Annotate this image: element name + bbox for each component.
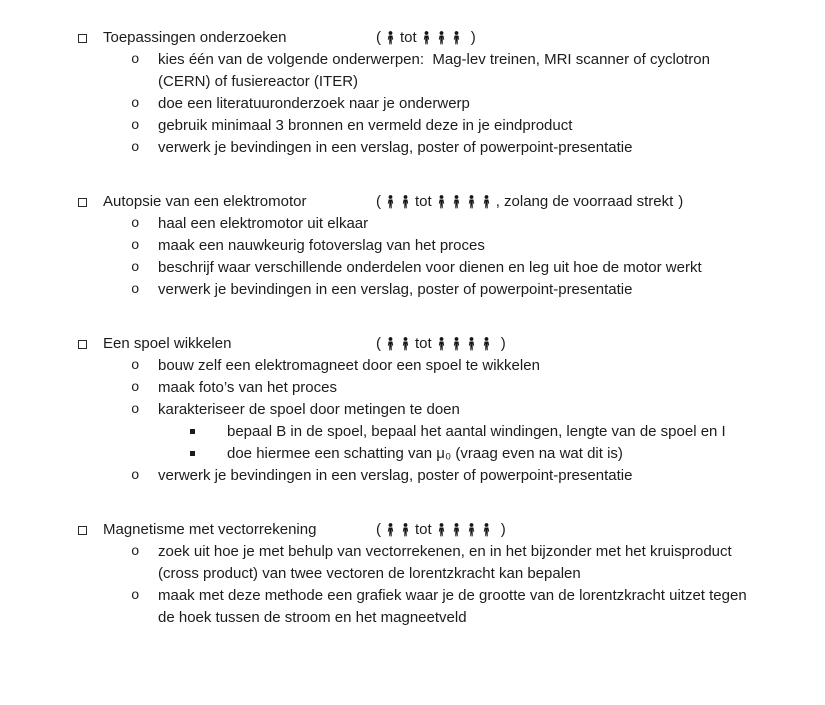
person-icon: [386, 195, 395, 209]
list-subitem: [0, 443, 825, 465]
person-icon: [452, 523, 461, 537]
circle-bullet-icon: o: [131, 140, 140, 156]
paren-close: ): [500, 335, 506, 352]
list-item: [0, 541, 825, 585]
assignment-title: Autopsie van een elektromotor: [103, 193, 307, 210]
group-size-range: [376, 191, 683, 213]
person-icon: [437, 337, 446, 351]
capacity-note: , zolang de voorraad strekt: [495, 193, 674, 210]
list-item: [0, 279, 825, 301]
range-separator: tot: [415, 335, 432, 352]
paren-close: ): [470, 29, 476, 46]
list-item: [0, 377, 825, 399]
checkbox-bullet-icon: [78, 34, 87, 43]
paren-open: (: [376, 335, 381, 352]
assignment-heading: [0, 27, 825, 49]
person-icon: [401, 337, 410, 351]
assignment-block-spoel: [0, 333, 825, 487]
assignment-block-vectorrekening: [0, 519, 825, 629]
list-item-text: haal een elektromotor uit elkaar: [158, 215, 369, 232]
list-item: [0, 235, 825, 257]
list-item: [0, 213, 825, 235]
min-persons-icons: [386, 523, 410, 537]
list-item-text: maak een nauwkeurig fotoverslag van het proces: [158, 237, 485, 254]
assignment-block-toepassingen: [0, 27, 825, 159]
person-icon: [467, 337, 476, 351]
person-icon: [437, 31, 446, 45]
group-size-range: [376, 27, 476, 49]
square-bullet-icon: [190, 429, 195, 434]
list-subitem: [0, 421, 825, 443]
max-persons-icons: [437, 337, 491, 351]
list-item: [0, 585, 825, 629]
list-item: [0, 93, 825, 115]
circle-bullet-icon: o: [131, 238, 140, 254]
checkbox-bullet-icon: [78, 198, 87, 207]
person-icon: [422, 31, 431, 45]
checkbox-bullet-icon: [78, 526, 87, 535]
assignment-title: Een spoel wikkelen: [103, 335, 232, 352]
person-icon: [386, 523, 395, 537]
assignment-heading: [0, 519, 825, 541]
paren-open: (: [376, 29, 381, 46]
person-icon: [386, 31, 395, 45]
paren-close: ): [678, 193, 684, 210]
person-icon: [437, 523, 446, 537]
assignment-title: Toepassingen onderzoeken: [103, 29, 287, 46]
range-separator: tot: [415, 521, 432, 538]
circle-bullet-icon: o: [131, 468, 140, 484]
person-icon: [386, 337, 395, 351]
max-persons-icons: [437, 195, 491, 209]
list-item-text: bouw zelf een elektromagneet door een spoel te wikkelen: [158, 357, 540, 374]
list-item-text: maak met deze methode een grafiek waar je de grootte van de lorentzkracht uitzet tegen de hoek tussen de stroom en het magneetveld: [158, 587, 751, 626]
group-size-range: [376, 519, 506, 541]
list-item-text: gebruik minimaal 3 bronnen en vermeld deze in je eindproduct: [158, 117, 573, 134]
list-item-text: kies één van de volgende onderwerpen: Mag-lev treinen, MRI scanner of cyclotron (CERN) of fusiereactor (ITER): [158, 51, 715, 90]
list-item-text: karakteriseer de spoel door metingen te doen: [158, 401, 460, 418]
person-icon: [482, 337, 491, 351]
circle-bullet-icon: o: [131, 52, 140, 68]
person-icon: [452, 337, 461, 351]
person-icon: [401, 195, 410, 209]
list-item-text: doe een literatuuronderzoek naar je onderwerp: [158, 95, 470, 112]
person-icon: [452, 195, 461, 209]
assignment-heading: [0, 333, 825, 355]
circle-bullet-icon: o: [131, 544, 140, 560]
person-icon: [437, 195, 446, 209]
person-icon: [482, 523, 491, 537]
list-item-text: maak foto’s van het proces: [158, 379, 337, 396]
assignment-title: Magnetisme met vectorrekening: [103, 521, 317, 538]
checkbox-bullet-icon: [78, 340, 87, 349]
list-item: [0, 399, 825, 421]
paren-open: (: [376, 193, 381, 210]
person-icon: [467, 523, 476, 537]
circle-bullet-icon: o: [131, 358, 140, 374]
max-persons-icons: [422, 31, 461, 45]
person-icon: [452, 31, 461, 45]
assignment-heading: [0, 191, 825, 213]
circle-bullet-icon: o: [131, 380, 140, 396]
list-item-text: beschrijf waar verschillende onderdelen voor dienen en leg uit hoe de motor werkt: [158, 259, 702, 276]
person-icon: [482, 195, 491, 209]
list-item: [0, 257, 825, 279]
person-icon: [467, 195, 476, 209]
group-size-range: [376, 333, 506, 355]
circle-bullet-icon: o: [131, 402, 140, 418]
list-item-text: verwerk je bevindingen in een verslag, poster of powerpoint-presentatie: [158, 281, 633, 298]
paren-open: (: [376, 521, 381, 538]
circle-bullet-icon: o: [131, 588, 140, 604]
min-persons-icons: [386, 337, 410, 351]
circle-bullet-icon: o: [131, 282, 140, 298]
min-persons-icons: [386, 31, 395, 45]
circle-bullet-icon: o: [131, 96, 140, 112]
list-item-text: verwerk je bevindingen in een verslag, poster of powerpoint-presentatie: [158, 139, 633, 156]
list-item: [0, 465, 825, 487]
circle-bullet-icon: o: [131, 216, 140, 232]
list-item: [0, 49, 825, 93]
list-item-text: verwerk je bevindingen in een verslag, poster of powerpoint-presentatie: [158, 467, 633, 484]
list-item: [0, 137, 825, 159]
person-icon: [401, 523, 410, 537]
assignment-block-autopsie: [0, 191, 825, 301]
range-separator: tot: [400, 29, 417, 46]
max-persons-icons: [437, 523, 491, 537]
list-item-text: zoek uit hoe je met behulp van vectorrekenen, en in het bijzonder met het kruisproduct (cross product) van twee vectoren de lorentzkracht kan bepalen: [158, 543, 736, 582]
circle-bullet-icon: o: [131, 260, 140, 276]
list-item-text: doe hiermee een schatting van μ₀ (vraag even na wat dit is): [227, 445, 623, 462]
list-item: [0, 115, 825, 137]
list-item-text: bepaal B in de spoel, bepaal het aantal windingen, lengte van de spoel en I: [227, 423, 726, 440]
list-item: [0, 355, 825, 377]
paren-close: ): [500, 521, 506, 538]
range-separator: tot: [415, 193, 432, 210]
min-persons-icons: [386, 195, 410, 209]
circle-bullet-icon: o: [131, 118, 140, 134]
square-bullet-icon: [190, 451, 195, 456]
